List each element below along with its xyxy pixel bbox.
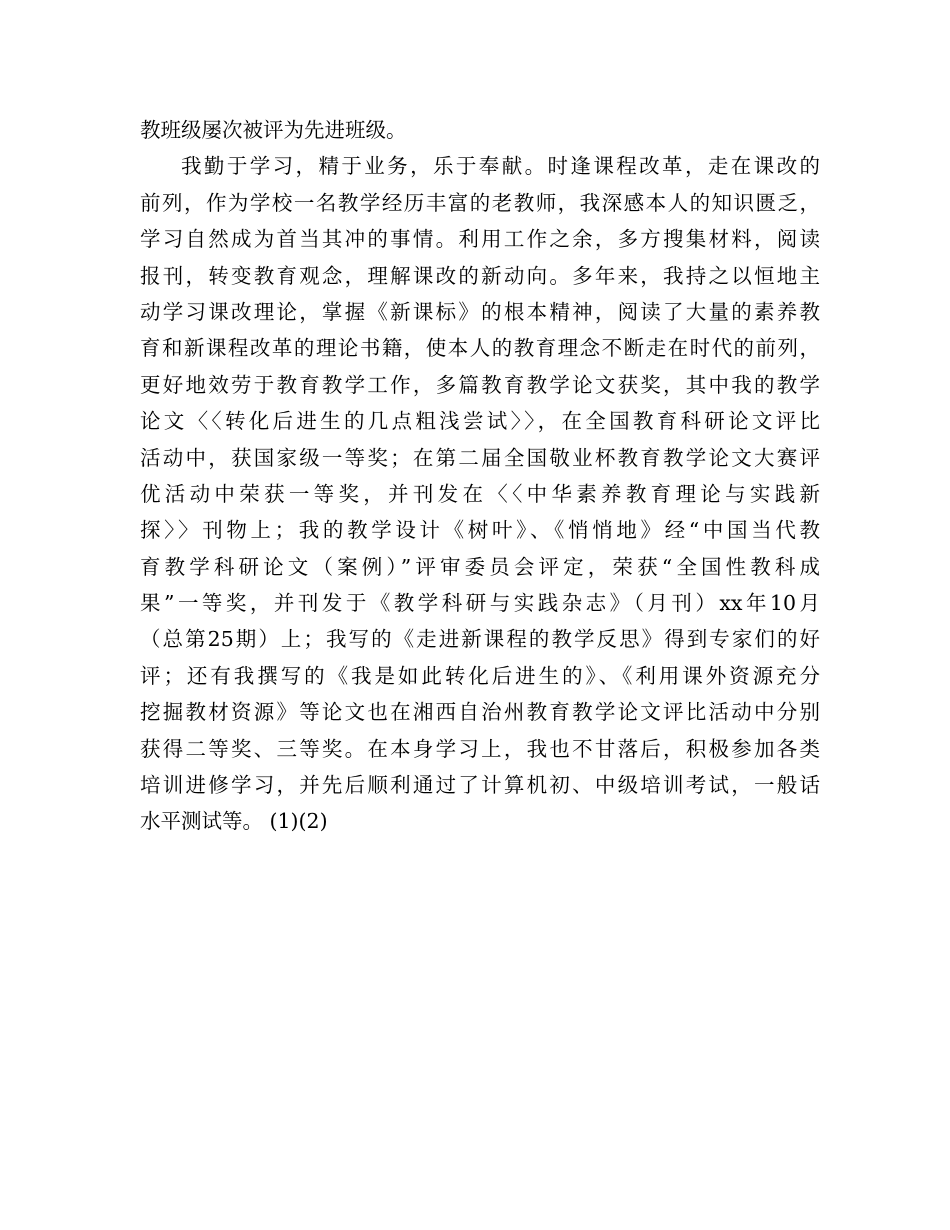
text-line: （总第25期）上；我写的《走进新课程的教学反思》得到专家们的好 (140, 627, 820, 652)
text-line: 动学习课改理论，掌握《新课标》的根本精神，阅读了大量的素养教 (140, 299, 820, 324)
text-line: 育和新课程改革的理论书籍，使本人的教育理念不断走在时代的前列， (140, 336, 820, 361)
text-line: 活动中，获国家级一等奖；在第二届全国敬业杯教育教学论文大赛评 (140, 445, 820, 470)
body-text (140, 112, 820, 840)
text-line: 果”一等奖，并刊发于《教学科研与实践杂志》（月刊）xx年10月 (140, 591, 820, 616)
text-line: 培训进修学习，并先后顺利通过了计算机初、中级培训考试，一般话 (140, 773, 820, 798)
text-line: 更好地效劳于教育教学工作，多篇教育教学论文获奖，其中我的教学 (140, 372, 820, 397)
text-line: 教班级屡次被评为先进班级。 (140, 118, 407, 142)
text-line: 优活动中荣获一等奖，并刊发在〈〈中华素养教育理论与实践新 (140, 481, 820, 506)
text-line: 挖掘教材资源》等论文也在湘西自治州教育教学论文评比活动中分别 (140, 700, 820, 725)
text-line: 论文〈〈转化后进生的几点粗浅尝试〉〉，在全国教育科研论文评比 (140, 409, 820, 434)
text-line: 评；还有我撰写的《我是如此转化后进生的》、《利用课外资源充分 (140, 663, 820, 688)
text-line: 育教学科研论文（案例）”评审委员会评定，荣获“全国性教科成 (140, 554, 820, 579)
text-line: 报刊，转变教育观念，理解课改的新动向。多年来，我持之以恒地主 (140, 263, 820, 288)
text-line: 获得二等奖、三等奖。在本身学习上，我也不甘落后，积极参加各类 (140, 736, 820, 761)
text-line: 前列，作为学校一名教学经历丰富的老教师，我深感本人的知识匮乏， (140, 190, 820, 215)
text-line: 探〉〉刊物上；我的教学设计《树叶》、《悄悄地》经“中国当代教 (140, 518, 820, 543)
text-line: 学习自然成为首当其冲的事情。利用工作之余，多方搜集材料，阅读 (140, 227, 820, 252)
text-line: 我勤于学习，精于业务，乐于奉献。时逢课程改革，走在课改的 (181, 154, 820, 179)
text-line: 水平测试等。 (1)(2) (140, 809, 328, 834)
